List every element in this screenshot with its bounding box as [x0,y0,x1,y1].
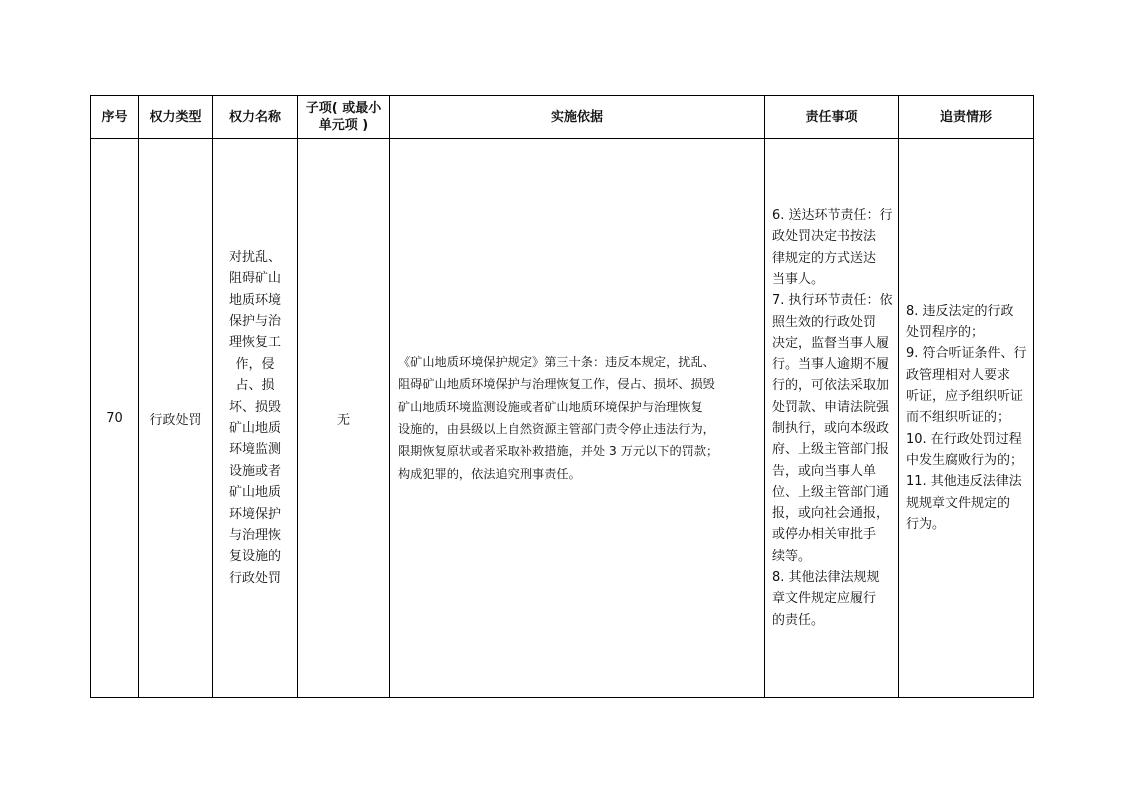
accountability-line: 行为。 [906,516,946,532]
header-seq: 序号 [91,96,139,139]
accountability-line: 处罚程序的； [906,325,985,341]
basis-line: 阻碍矿山地质环境保护与治理恢复工作，侵占、损坏、损毁 [398,377,715,392]
basis-line: 矿山地质环境监测设施或者矿山地质环境保护与治理恢复 [398,399,703,414]
header-basis: 实施依据 [390,96,765,139]
header-sub-item [298,96,390,139]
table-header-row [91,96,1034,139]
power-list-table [90,95,1034,698]
cell-sub-item: 无 [298,139,390,698]
duty-line: 6. 送达环节责任：行 [772,208,893,224]
duty-line: 制执行，或向本级政 [772,421,890,436]
accountability-line: 8. 违反法定的行政 [906,303,1014,319]
duty-line: 的责任。 [772,612,825,628]
accountability-line: 政管理相对人要求 [906,367,1011,383]
cell-seq: 70 [91,139,139,698]
cell-duty [765,139,899,698]
header-duty: 责任事项 [765,96,899,139]
duty-line: 或停办相关审批手 [772,527,877,543]
duty-line: 府、上级主管部门报 [772,442,890,458]
header-power-type: 权力类型 [139,96,213,139]
basis-line: 构成犯罪的，依法追究刑事责任。 [398,466,581,481]
duty-line: 位、上级主管部门通 [772,484,890,500]
header-accountability: 追责情形 [899,96,1034,139]
duty-line: 处罚款、申请法院强 [772,399,890,415]
accountability-line: 中发生腐败行为的； [906,452,1024,468]
accountability-line: 10. 在行政处罚过程 [906,431,1022,447]
duty-line: 决定，监督当事人履 [772,335,890,351]
header-power-name: 权力名称 [213,96,298,139]
basis-line: 设施的，由县级以上自然资源主管部门责令停止违法行为， [398,422,715,436]
duty-line: 当事人。 [772,271,825,287]
cell-power-name [213,139,298,698]
duty-line: 律规定的方式送达 [772,250,877,266]
duty-line: 行的，可依法采取加 [772,378,890,394]
accountability-line: 听证，应予组织听证 [906,389,1024,405]
duty-line: 8. 其他法律法规规 [772,570,880,586]
power-name-text: 对扰乱、阻碍矿山地质环境保护与治理恢复工作，侵占、损坏、损毁矿山地质环境监测设施或者矿山地质环境保护与治理恢复设施的行政处罚 [228,249,281,586]
accountability-line: 规规章文件规定的 [906,495,1011,511]
basis-line: 限期恢复原状或者采取补救措施，并处 3 万元以下的罚款； [398,444,719,459]
duty-line: 告，或向当事人单 [772,463,877,479]
cell-accountability [899,139,1034,698]
duty-line: 政处罚决定书按法 [772,229,877,245]
duty-line: 续等。 [772,548,812,564]
cell-basis [390,139,765,698]
header-sub-item-label: 子项( 或最小单元项 ) [305,101,382,133]
accountability-line: 9. 符合听证条件、行 [906,346,1027,362]
duty-line: 照生效的行政处罚 [772,314,877,330]
duty-line: 章文件规定应履行 [772,591,877,607]
accountability-line: 而不组织听证的； [906,410,1011,426]
duty-line: 行。当事人逾期不履 [772,357,890,373]
duty-line: 报，或向社会通报， [772,506,890,522]
cell-power-type: 行政处罚 [139,139,213,698]
accountability-line: 11. 其他违反法律法 [906,474,1022,490]
table-row [91,139,1034,698]
duty-line: 7. 执行环节责任：依 [772,293,893,309]
basis-line: 《矿山地质环境保护规定》第三十条：违反本规定，扰乱、 [398,354,715,369]
